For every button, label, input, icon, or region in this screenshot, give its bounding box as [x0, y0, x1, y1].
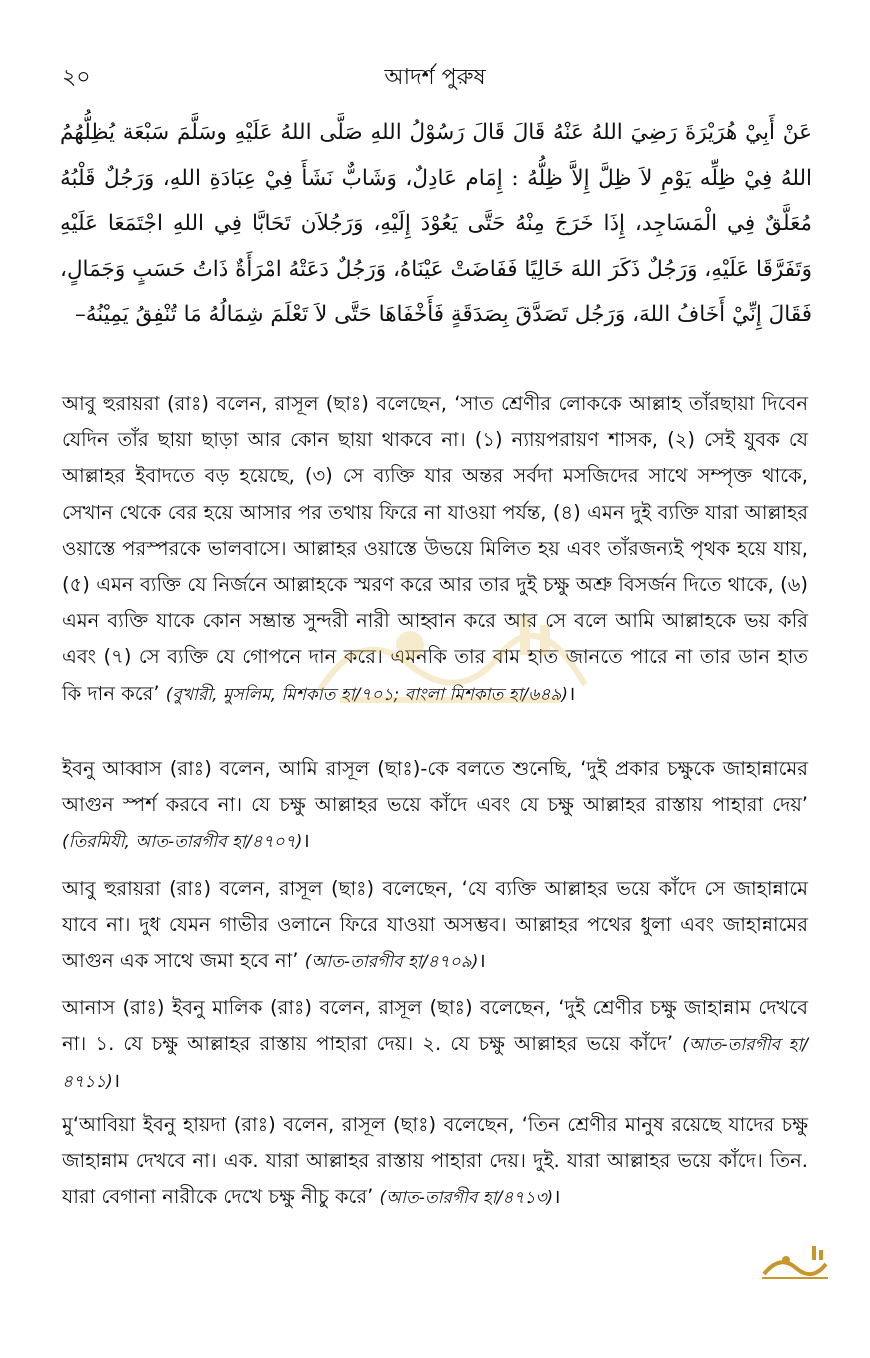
hadith-paragraph-5: [62, 1107, 808, 1217]
hadith-reference: (বুখারী, মুসলিম, মিশকাত হা/৭০১; বাংলা মিশকাত হা/৬৪৯): [165, 684, 569, 705]
publisher-logo: [756, 1240, 834, 1284]
paragraph-end: ।: [568, 681, 576, 705]
hadith-paragraph-3: [62, 871, 808, 981]
hadith-paragraph-4: [62, 990, 808, 1101]
hadith-reference: (তিরমিযী, আত-তারগীব হা/৪৭০৭): [62, 832, 303, 853]
hadith-paragraph-1: [62, 386, 808, 713]
hadith-reference: (আত-তারগীব হা/৪৭১১): [62, 1035, 808, 1093]
paragraph-text: আনাস (রাঃ) ইবনু মালিক (রাঃ) বলেন, রাসূল (ছাঃ) বলেছেন, ‘দুই শ্রেণীর চক্ষু জাহান্নাম দেখবে না। ১. যে চক্ষু আল্লাহর রাস্তায় পাহারা দেয়। ২. যে চক্ষু আল্লাহর ভয়ে কাঁদে’: [62, 996, 808, 1056]
paragraph-text: আবু হুরায়রা (রাঃ) বলেন, রাসূল (ছাঃ) বলেছেন, ‘যে ব্যক্তি আল্লাহর ভয়ে কাঁদে সে জাহান্নামে যাবে না। দুধ যেমন গাভীর ওলানে ফিরে যাওয়া অসম্ভব। আল্লাহর পথের ধুলা এবং জাহান্নামের আগুন এক সাথে জমা হবে না’: [62, 877, 808, 973]
hadith-reference: (আত-তারগীব হা/৪৭০৯): [304, 952, 479, 973]
paragraph-text: আবু হুরায়রা (রাঃ) বলেন, রাসূল (ছাঃ) বলেছেন, ‘সাত শ্রেণীর লোককে আল্লাহ তাঁরছায়া দিবেন যেদিন তাঁর ছায়া ছাড়া আর কোন ছায়া থাকবে না। (১) ন্যায়পরায়ণ শাসক, (২) সেই যুবক যে আল্লাহর ইবাদতে বড় হয়েছে, (৩) সে ব্যক্তি যার অন্তর সর্বদা মসজিদের সাথে সম্পৃক্ত থাকে, সেখান থেকে বের হয়ে আসার পর তথায় ফিরে না যাওয়া পর্যন্ত, (৪) এমন দুই ব্যক্তি যারা আল্লাহর ওয়াস্তে পরস্পরকে ভালবাসে। আল্লাহর ওয়াস্তে উভয়ে মিলিত হয় এবং তাঁরজন্যই পৃথক হয়ে যায়, (৫) এমন ব্যক্তি যে নির্জনে আল্লাহকে স্মরণ করে আর তার দুই চক্ষু অশ্রু বিসর্জন দিতে থাকে, (৬) এমন ব্যক্তি যাকে কোন সম্ভ্রান্ত সুন্দরী নারী আহ্বান করে আর সে বলে আমি আল্লাহকে ভয় করি এবং (৭) সে ব্যক্তি যে গোপনে দান করে। এমনকি তার বাম হাত জানতে পারে না তার ডান হাত কি দান করে’: [62, 392, 808, 705]
paragraph-text: মু‘আবিয়া ইবনু হায়দা (রাঃ) বলেন, রাসূল (ছাঃ) বলেছেন, ‘তিন শ্রেণীর মানুষ রয়েছে যাদের চক্ষু জাহান্নাম দেখবে না। এক. যারা আল্লাহর রাস্তায় পাহারা দেয়। দুই. যারা আল্লাহর ভয়ে কাঁদে। তিন. যারা বেগানা নারীকে দেখে চক্ষু নীচু করে’: [62, 1113, 808, 1209]
paragraph-end: ।: [112, 1069, 121, 1093]
paragraph-end: ।: [553, 1185, 561, 1209]
arabic-hadith-text: عَنْ أَبِيْ هُرَيْرَةَ رَضِيَ اللهُ عَنْهُ قَالَ قَالَ رَسُوْلُ اللهِ صَلَّى اللهُ عَلَيْهِ وسَلَّمَ سَبْعَة يُظِلُّهُمُ اللهُ فِيْ ظِلِّه يَوْمِ لاَ ظِلَّ إِلاَّ ظِلُّهُ : إِمَام عَادِلٌ، وَشَابٌّ نَشَأَ فِيْ عِبَادَةِ اللهِ، وَرَجُلٌ قَلْبُهُ مُعَلَّقٌ فِي الْمَسَاجِد، إِذَا خَرَجَ مِنْهُ حَتَّى يَعُوْدَ إِلَيْهِ، وَرَجُلاَن تَحَابَّا فِي اللهِ اجْتَمَعَا عَلَيْهِ وَتَفَرَّقَا عَلَيْهِ، وَرَجُلٌ ذَكَرَ اللهَ خَالِيًا فَفَاضَتْ عَيْنَاهُ، وَرَجُلٌ دَعَتْهُ امْرَأَةٌ ذَاتُ حَسَبٍ وَجَمَالٍ، فَقَالَ إِنِّيْ أَخَافُ اللهَ، وَرَجُل تَصَدَّقَ بِصَدَقَةٍ فَأَخْفَاهَا حَتَّى لاَ تَعْلَمَ شِمَالُهُ مَا تُنْفِقُ يَمِيْنُهُ–: [60, 120, 812, 327]
paragraph-end: ।: [302, 829, 310, 853]
paragraph-text: ইবনু আব্বাস (রাঃ) বলেন, আমি রাসূল (ছাঃ)-কে বলতে শুনেছি, ‘দুই প্রকার চক্ষুকে জাহান্নামের আগুন স্পর্শ করবে না। যে চক্ষু আল্লাহর ভয়ে কাঁদে এবং যে চক্ষু আল্লাহর রাস্তায় পাহারা দেয়’: [62, 757, 808, 817]
running-title: আদর্শ পুরুষ: [384, 65, 486, 90]
hadith-paragraph-2: [62, 751, 808, 861]
hadith-reference: (আত-তারগীব হা/৪৭১৩): [379, 1188, 554, 1209]
page-number: ২০: [62, 65, 91, 90]
paragraph-end: ।: [478, 949, 486, 973]
